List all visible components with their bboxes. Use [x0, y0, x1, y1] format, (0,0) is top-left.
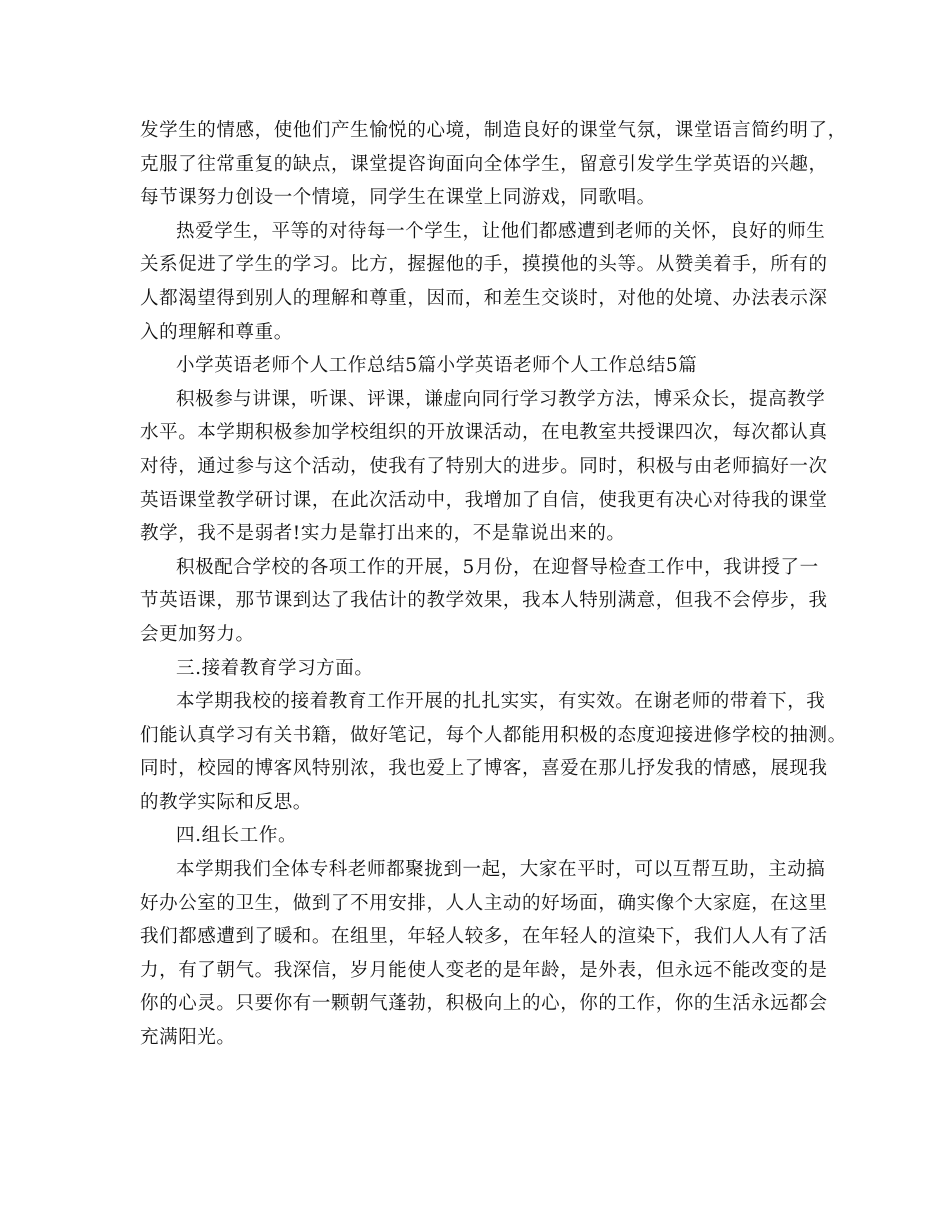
section-heading: 四.组长工作。	[176, 825, 298, 847]
text-line: 好办公室的卫生，做到了不用安排，人人主动的好场面，确实像个大家庭，在这里	[140, 892, 828, 914]
text-line: 对待，通过参与这个活动，使我有了特别大的进步。同时，积极与由老师搞好一次	[140, 455, 828, 477]
text-line: 每节课努力创设一个情境，同学生在课堂上同游戏，同歌唱。	[140, 187, 656, 209]
text-line: 积极配合学校的各项工作的开展，5月份，在迎督导检查工作中，我讲授了一	[176, 556, 819, 578]
text-line: 力，有了朝气。我深信，岁月能使人变老的是年龄，是外表，但永远不能改变的是	[140, 959, 828, 981]
text-line: 关系促进了学生的学习。比方，握握他的手，摸摸他的头等。从赞美着手，所有的	[140, 254, 828, 276]
document-body	[140, 114, 847, 1055]
text-line: 本学期我校的接着教育工作开展的扎扎实实，有实效。在谢老师的带着下，我	[176, 691, 826, 713]
text-line: 充满阳光。	[140, 1027, 236, 1049]
text-line: 入的理解和尊重。	[140, 321, 293, 343]
section-heading: 小学英语老师个人工作总结5篇小学英语老师个人工作总结5篇	[176, 355, 698, 377]
text-line: 本学期我们全体专科老师都聚拢到一起，大家在平时，可以互帮互助，主动搞	[176, 859, 826, 881]
text-line: 你的心灵。只要你有一颗朝气蓬勃，积极向上的心，你的工作，你的生活永远都会	[140, 993, 828, 1015]
text-line: 积极参与讲课，听课、评课，谦虚向同行学习教学方法，博采众长，提高教学	[176, 388, 826, 410]
text-line: 水平。本学期积极参加学校组织的开放课活动，在电教室共授课四次，每次都认真	[140, 422, 828, 444]
text-line: 教学，我不是弱者!实力是靠打出来的，不是靠说出来的。	[140, 523, 626, 545]
text-line: 同时，校园的博客风特别浓，我也爱上了博客，喜爱在那儿抒发我的情感，展现我	[140, 758, 828, 780]
section-heading: 三.接着教育学习方面。	[176, 657, 374, 679]
text-line: 英语课堂教学研讨课，在此次活动中，我增加了自信，使我更有决心对待我的课堂	[140, 489, 828, 511]
text-line: 发学生的情感，使他们产生愉悦的心境，制造良好的课堂气氛，课堂语言简约明了，	[140, 120, 847, 141]
text-line: 的教学实际和反思。	[140, 791, 312, 813]
text-line: 克服了往常重复的缺点，课堂提咨询面向全体学生，留意引发学生学英语的兴趣，	[140, 153, 828, 175]
text-line: 会更加努力。	[140, 623, 255, 645]
text-line: 们能认真学习有关书籍，做好笔记，每个人都能用积极的态度迎接进修学校的抽测。	[140, 724, 847, 746]
text-line: 我们都感遭到了暖和。在组里，年轻人较多，在年轻人的渲染下，我们人人有了活	[140, 926, 828, 948]
text-line: 节英语课，那节课到达了我估计的教学效果，我本人特别满意，但我不会停步，我	[140, 590, 828, 612]
text-line: 人都渴望得到别人的理解和尊重，因而，和差生交谈时，对他的处境、办法表示深	[140, 287, 828, 309]
text-line: 热爱学生，平等的对待每一个学生，让他们都感遭到老师的关怀，良好的师生	[176, 220, 826, 242]
